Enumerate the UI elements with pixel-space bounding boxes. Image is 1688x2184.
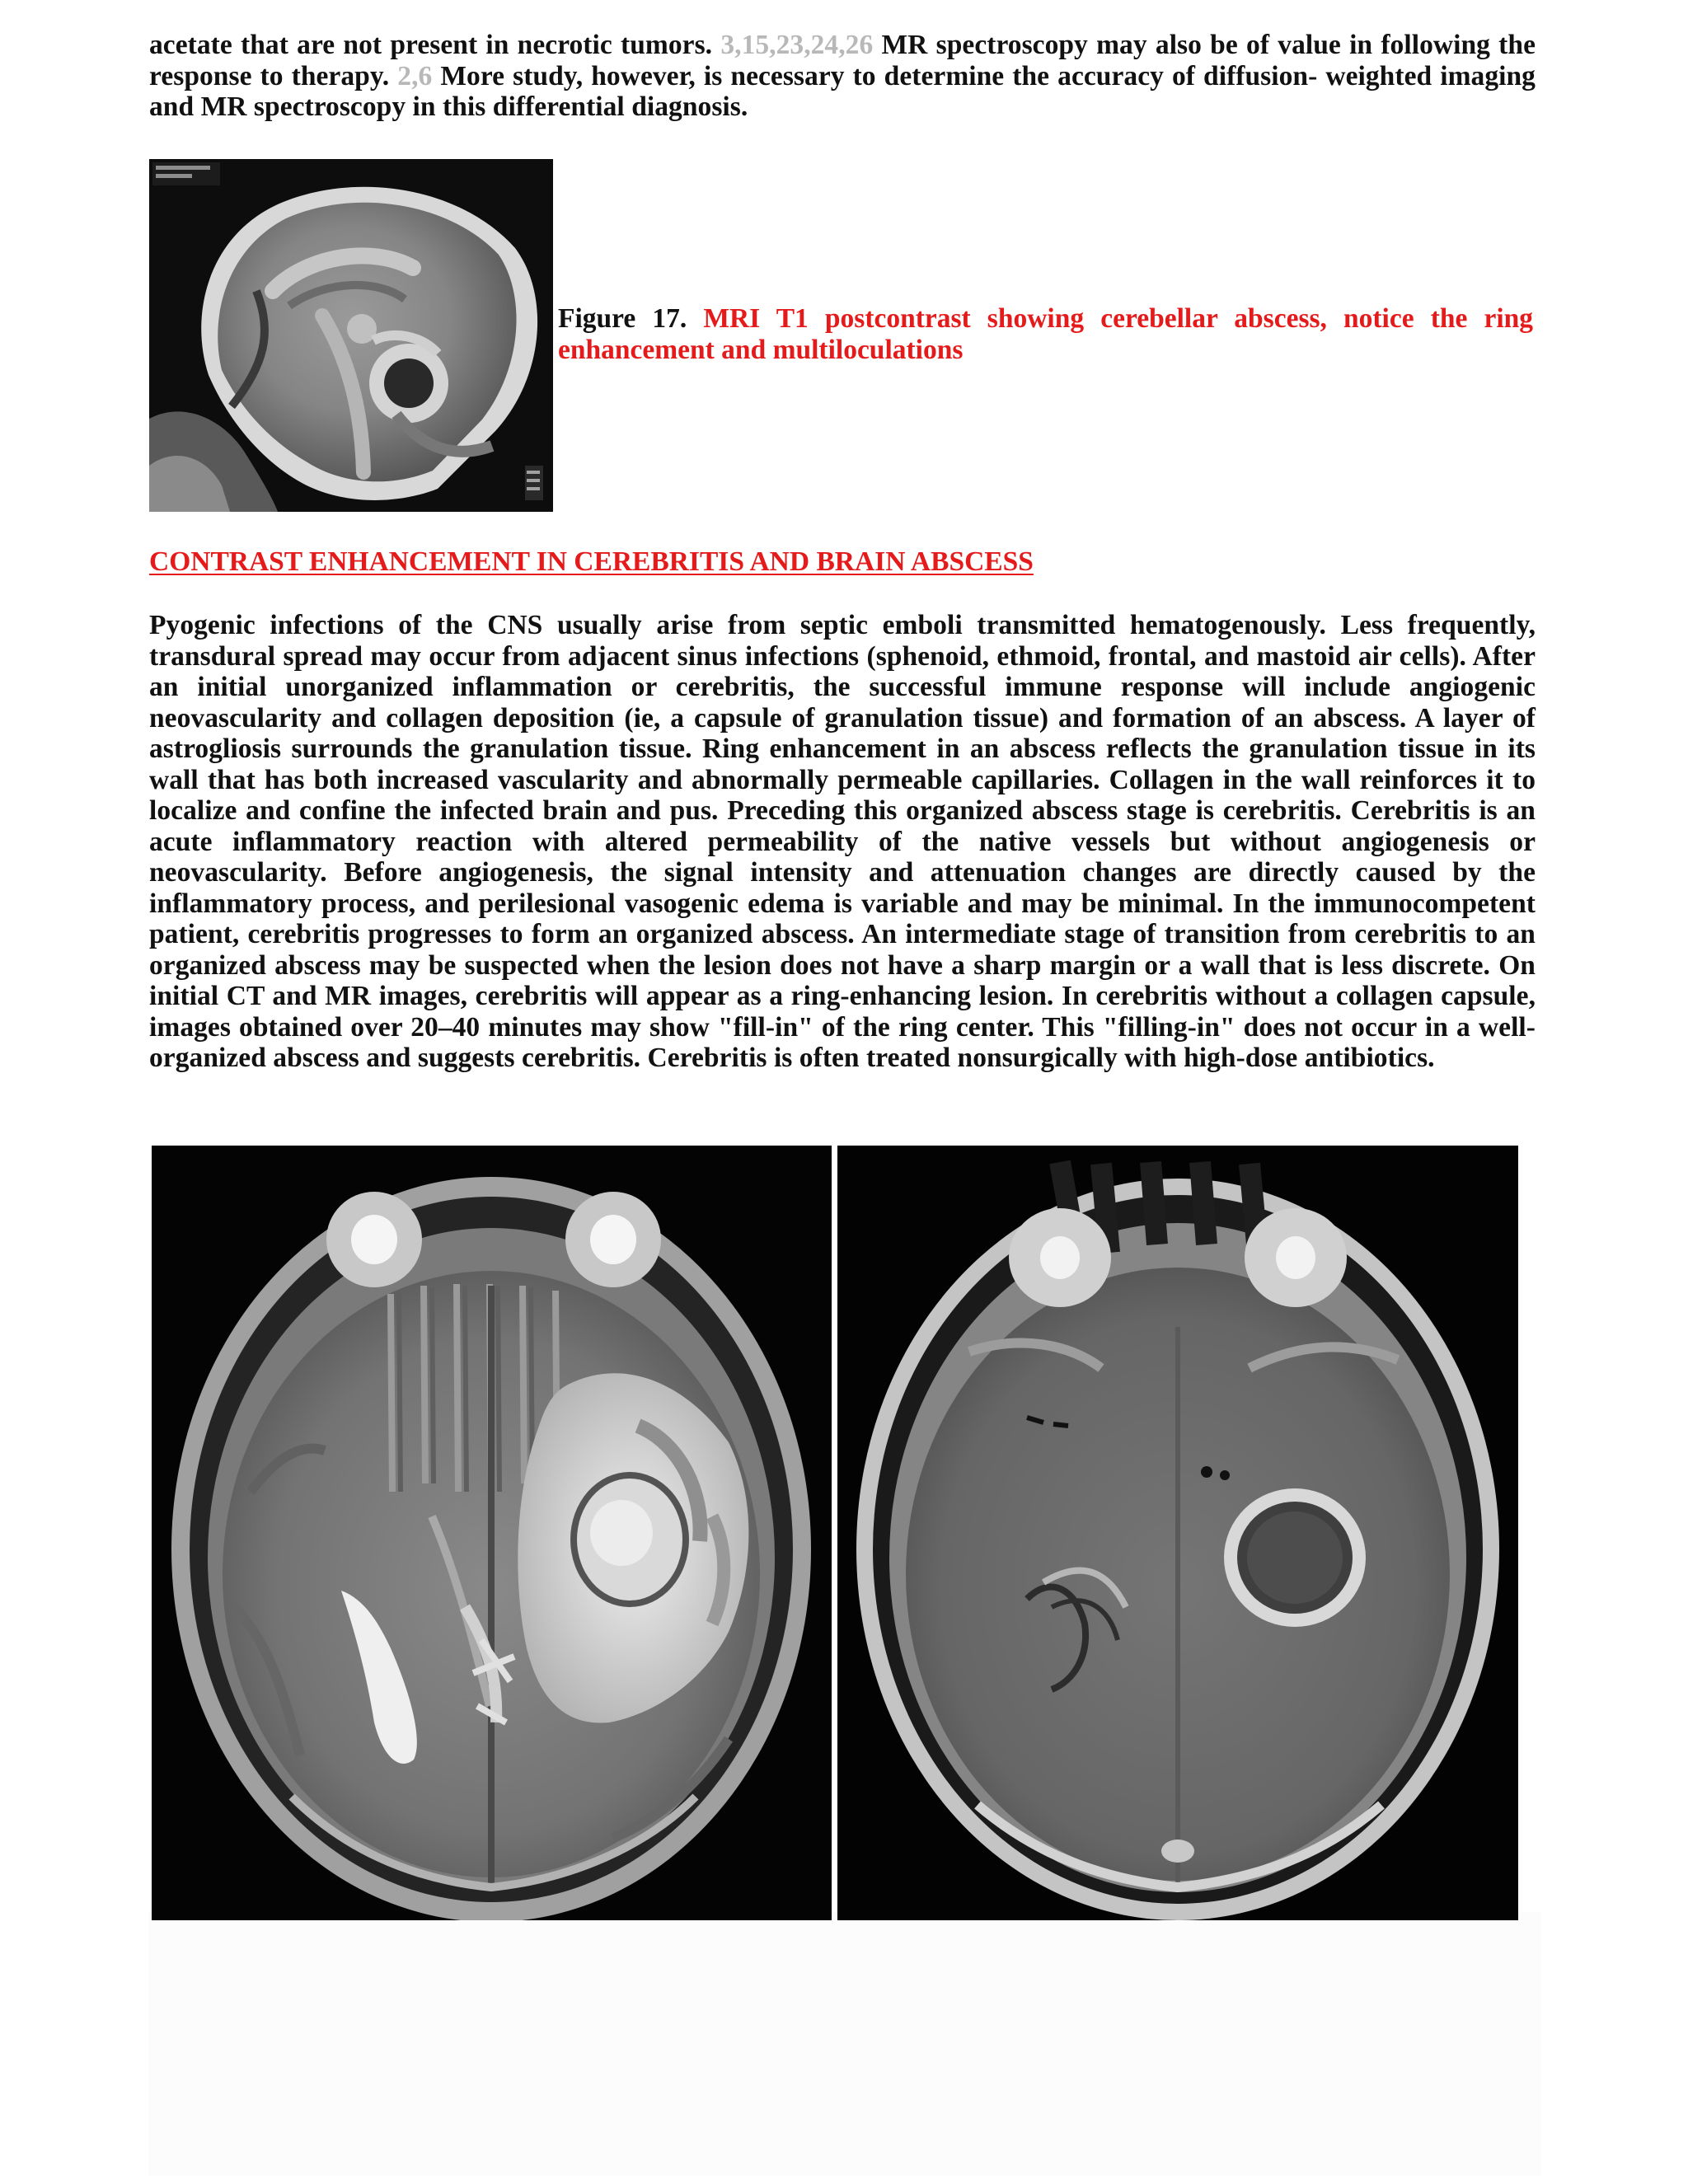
- figure-17-sagittal-mri-image: [149, 159, 553, 512]
- intro-text-c: More study, however, is necessary to determine the accuracy of diffusion- weighted imaging and MR spectroscopy in this differential diagnosis.: [149, 60, 1536, 122]
- intro-paragraph: [149, 30, 1536, 123]
- figure-17-caption: [558, 303, 1533, 365]
- intro-text-b: MR spectroscopy may also be of value in following the response to therapy.: [149, 30, 1536, 91]
- blank-page-area: [148, 1912, 1541, 2176]
- citation-reference-a[interactable]: 3,15,23,24,26: [720, 30, 874, 60]
- axial-t1-postcontrast-mri-image: [837, 1146, 1518, 1920]
- citation-reference-b[interactable]: 2,6: [397, 60, 433, 91]
- figure-17-description: MRI T1 postcontrast showing cerebellar abscess, notice the ring enhancement and multiloculations: [558, 303, 1534, 365]
- figure-17-label: Figure 17.: [558, 303, 687, 334]
- intro-text-a: acetate that are not present in necrotic tumors.: [149, 30, 721, 60]
- main-paragraph: Pyogenic infections of the CNS usually arise from septic emboli transmitted hematogenously. Less frequently, transdural spread may occur from adjacent sinus infections (sphenoid, ethmoid, frontal, and mastoid air cells). After an initial unorganized inflammation or cerebritis, the successful immune response will include angiogenic neovascularity and collagen deposition (ie, a capsule of granulation tissue) and formation of an abscess. A layer of astrogliosis surrounds the granulation tissue. Ring enhancement in an abscess reflects the granulation tissue in its wall that has both increased vascularity and abnormally permeable capillaries. Collagen in the wall reinforces it to localize and confine the infected brain and pus. Preceding this organized abscess stage is cerebritis. Cerebritis is an acute inflammatory reaction with altered permeability of the native vessels but without angiogenesis or neovascularity. Before angiogenesis, the signal intensity and attenuation changes are directly caused by the inflammatory process, and perilesional vasogenic edema is variable and may be minimal. In the immunocompetent patient, cerebritis progresses to form an organized abscess. An intermediate stage of transition from cerebritis to an organized abscess may be suspected when the lesion does not have a sharp margin or a wall that is less discrete. On initial CT and MR images, cerebritis will appear as a ring-enhancing lesion. In cerebritis without a collagen capsule, images obtained over 20–40 minutes may show "fill-in" of the ring center. This "filling-in" does not occur in a well-organized abscess and suggests cerebritis. Cerebritis is often treated nonsurgically with high-dose antibiotics.: [149, 610, 1536, 1073]
- axial-t2-mri-image: [152, 1146, 832, 1920]
- section-heading: CONTRAST ENHANCEMENT IN CEREBRITIS AND BRAIN ABSCESS: [149, 546, 1034, 577]
